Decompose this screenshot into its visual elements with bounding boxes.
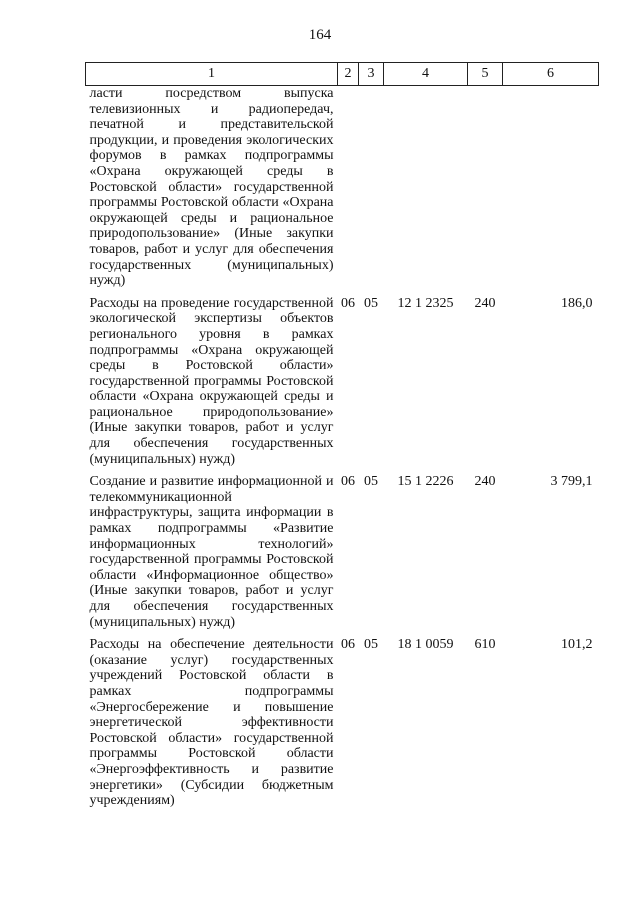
page-number: 164 [308, 27, 332, 43]
row-section-code: 06 [341, 637, 355, 653]
budget-table [85, 62, 599, 809]
table-header-row [86, 63, 599, 86]
table-row [86, 474, 599, 637]
row-description: Создание и развитие информационной и телекоммуникационной инфраструктуры, защита информации в рамках подпрограммы «Развитие информационных технологий» государственной программы Ростовской области «Информационное общество» (Иные закупки товаров, работ и услуг для обеспечения государственных (муниципальных) нужд) [89, 474, 334, 630]
row-subsection-code [359, 86, 384, 296]
row-amount: 186,0 [561, 295, 593, 311]
row-target-article-code: 12 1 2325 [397, 295, 454, 311]
row-expense-type-code: 240 [474, 474, 496, 490]
row-subsection-code: 05 [364, 474, 378, 490]
row-target-article-code: 18 1 0059 [397, 637, 454, 653]
table-row [86, 296, 599, 475]
row-expense-type-code: 240 [474, 295, 496, 311]
row-subsection-code: 05 [364, 637, 378, 653]
row-description: ласти посредством выпуска телевизионных и радиопередач, печатной и представительской продукции, и проведения экологических форумов в рамках подпрограммы «Охрана окружающей среды в Ростовской области» государственной программы Ростовской области «Охрана окружающей среды и рациональное природопользование» (Иные закупки товаров, работ и услуг для обеспечения государственных (муниципальных) нужд) [89, 86, 334, 289]
column-header-5: 5 [468, 63, 503, 86]
column-header-1: 1 [86, 63, 338, 86]
row-expense-type-code [468, 86, 503, 296]
row-description: Расходы на проведение государственной экологической экспертизы объектов регионального уровня в рамках подпрограммы «Охрана окружающей среды в Ростовской области» государственной программы Ростовской области «Охрана окружающей среды и рациональное природопользование» (Иные закупки товаров, работ и услуг для обеспечения государственных (муниципальных) нужд) [89, 295, 334, 467]
row-amount: 3 799,1 [550, 474, 593, 490]
row-expense-type-code: 610 [474, 637, 496, 653]
table-row [86, 86, 599, 296]
row-target-article-code [384, 86, 468, 296]
row-section-code [338, 86, 359, 296]
row-amount [503, 86, 599, 296]
row-amount: 101,2 [561, 637, 593, 653]
column-header-4: 4 [384, 63, 468, 86]
column-header-6: 6 [503, 63, 599, 86]
column-header-2: 2 [338, 63, 359, 86]
column-header-3: 3 [359, 63, 384, 86]
row-section-code: 06 [341, 295, 355, 311]
row-target-article-code: 15 1 2226 [397, 474, 454, 490]
row-subsection-code: 05 [364, 295, 378, 311]
table-row [86, 637, 599, 809]
row-section-code: 06 [341, 474, 355, 490]
row-description: Расходы на обеспечение деятельности (оказание услуг) государственных учреждений Ростовской области в рамках подпрограммы «Энергосбережение и повышение энергетической эффективности Ростовской области» государственной программы Ростовской области «Энергоэффективность и развитие энергетики» (Субсидии бюджетным учреждениям) [89, 637, 334, 809]
